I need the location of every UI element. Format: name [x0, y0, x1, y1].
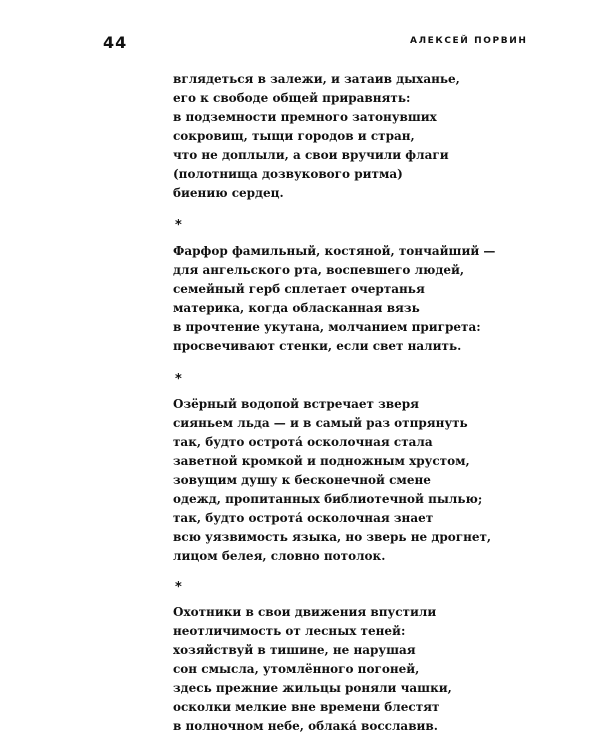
running-head-author: АЛЕКСЕЙ ПОРВИН: [410, 36, 528, 46]
poem-line: Озёрный водопой встречает зверя: [173, 397, 420, 411]
poem-line: лицом белея, словно потолок.: [173, 549, 386, 563]
poem-line: осколки мелкие вне времени блестят: [173, 700, 440, 714]
poem-line: сияньем льда — и в самый раз отпрянуть: [173, 416, 468, 430]
stanza-separator: *: [175, 580, 182, 595]
poem-line: просвечивают стенки, если свет налить.: [173, 339, 462, 353]
poem-line: сон смысла, утомлённого погоней,: [173, 662, 420, 676]
stanza-separator: *: [175, 372, 182, 387]
poem-line: для ангельского рта, воспевшего людей,: [173, 263, 465, 277]
poem-line: (полотнища дозвукового ритма): [173, 167, 403, 181]
poem-line: заветной кромкой и подножным хрустом,: [173, 454, 470, 468]
poem-line: в полночном небе, облака́ восславив.: [173, 719, 438, 733]
stanza-3: [173, 395, 491, 566]
poem-line: вглядеться в залежи, и затаив дыханье,: [173, 72, 460, 86]
poem-line: Охотники в свои движения впустили: [173, 605, 437, 619]
poem-line: в прочтение укутана, молчанием пригрета:: [173, 320, 481, 334]
poem-line: неотличимость от лесных теней:: [173, 624, 406, 638]
poem-line: что не доплыли, а свои вручили флаги: [173, 148, 449, 162]
poem-line: его к свободе общей приравнять:: [173, 91, 411, 105]
stanza-4: [173, 603, 452, 736]
poem-line: в подземности премного затонувших: [173, 110, 437, 124]
poem-line: здесь прежние жильцы роняли чашки,: [173, 681, 452, 695]
poem-line: сокровищ, тыщи городов и стран,: [173, 129, 415, 143]
poem-line: одежд, пропитанных библиотечной пылью;: [173, 492, 483, 506]
poem-line: так, будто острота́ осколочная стала: [173, 435, 433, 449]
page-number: 44: [103, 33, 128, 52]
poem-line: материка, когда обласканная вязь: [173, 301, 420, 315]
stanza-separator: *: [175, 218, 182, 233]
poem-line: Фарфор фамильный, костяной, тончайший —: [173, 244, 496, 258]
poem-line: хозяйствуй в тишине, не нарушая: [173, 643, 416, 657]
stanza-2: [173, 242, 495, 356]
poem-line: так, будто острота́ осколочная знает: [173, 511, 434, 525]
stanza-1: [173, 70, 460, 203]
poem-line: семейный герб сплетает очертанья: [173, 282, 425, 296]
poem-line: всю уязвимость языка, но зверь не дрогнет,: [173, 530, 492, 544]
poem-line: зовущим душу к бесконечной смене: [173, 473, 431, 487]
poem-line: биению сердец.: [173, 186, 284, 200]
